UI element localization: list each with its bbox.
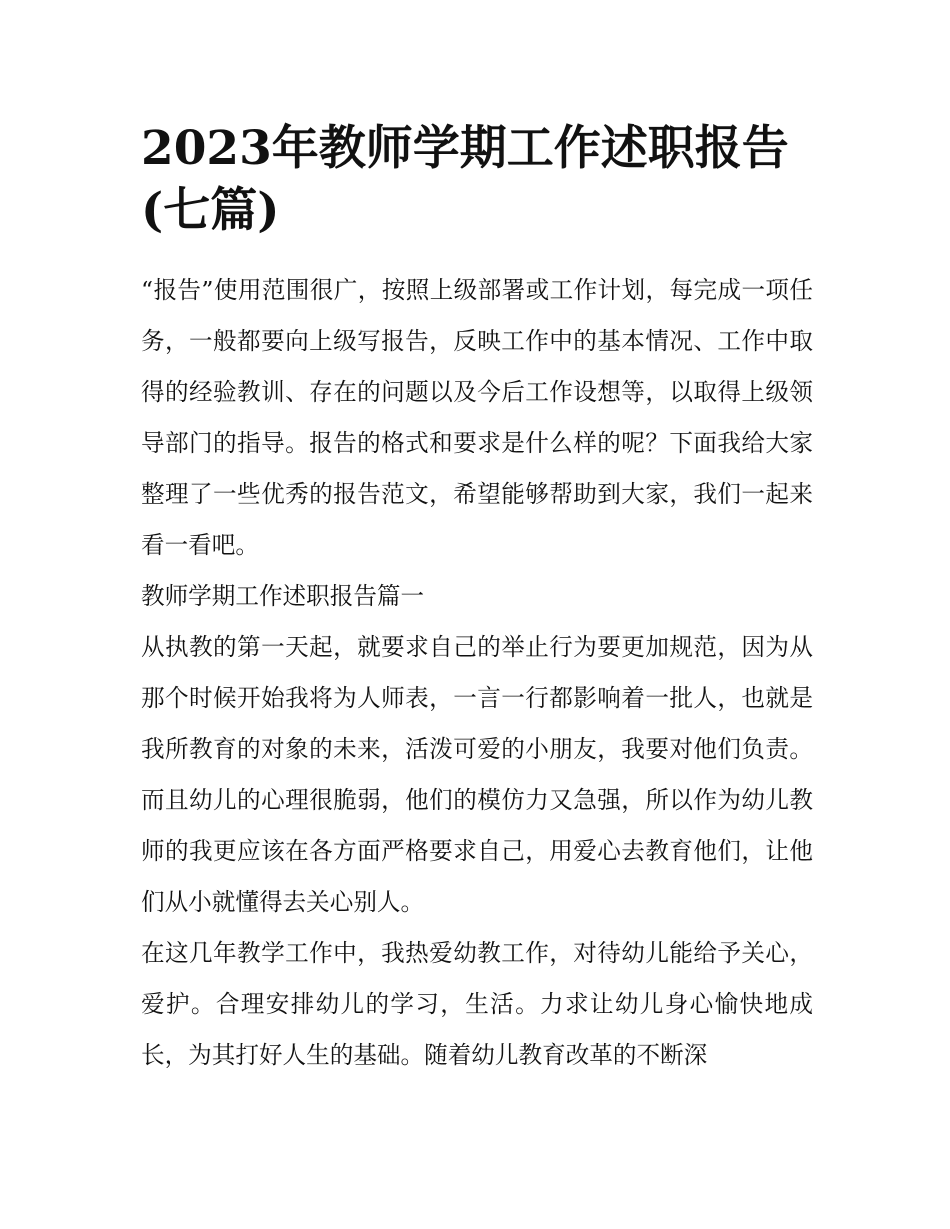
section-heading: 教师学期工作述职报告篇一 (141, 582, 425, 610)
document-title: 2023年教师学期工作述职报告(七篇) (141, 121, 789, 238)
body-paragraph-2: 在这几年教学工作中，我热爱幼教工作，对待幼儿能给予关心，爱护。合理安排幼儿的学习，生活。力求让幼儿身心愉快地成长，为其打好人生的基础。随着幼儿教育改革的不断深 (141, 939, 813, 1069)
intro-paragraph: “报告”使用范围很广，按照上级部署或工作计划，每完成一项任务，一般都要向上级写报告，反映工作中的基本情况、工作中取得的经验教训、存在的问题以及今后工作设想等，以取得上级领导部门的指导。报告的格式和要求是什么样的呢？下面我给大家整理了一些优秀的报告范文，希望能够帮助到大家，我们一起来看一看吧。 (141, 276, 813, 559)
document-body (141, 118, 813, 1081)
body-paragraph-1: 从执教的第一天起，就要求自己的举止行为要更加规范，因为从那个时候开始我将为人师表，一言一行都影响着一批人，也就是我所教育的对象的未来，活泼可爱的小朋友，我要对他们负责。而且幼儿的心理很脆弱，他们的模仿力又急强，所以作为幼儿教师的我更应该在各方面严格要求自己，用爱心去教育他们，让他们从小就懂得去关心别人。 (141, 633, 813, 916)
